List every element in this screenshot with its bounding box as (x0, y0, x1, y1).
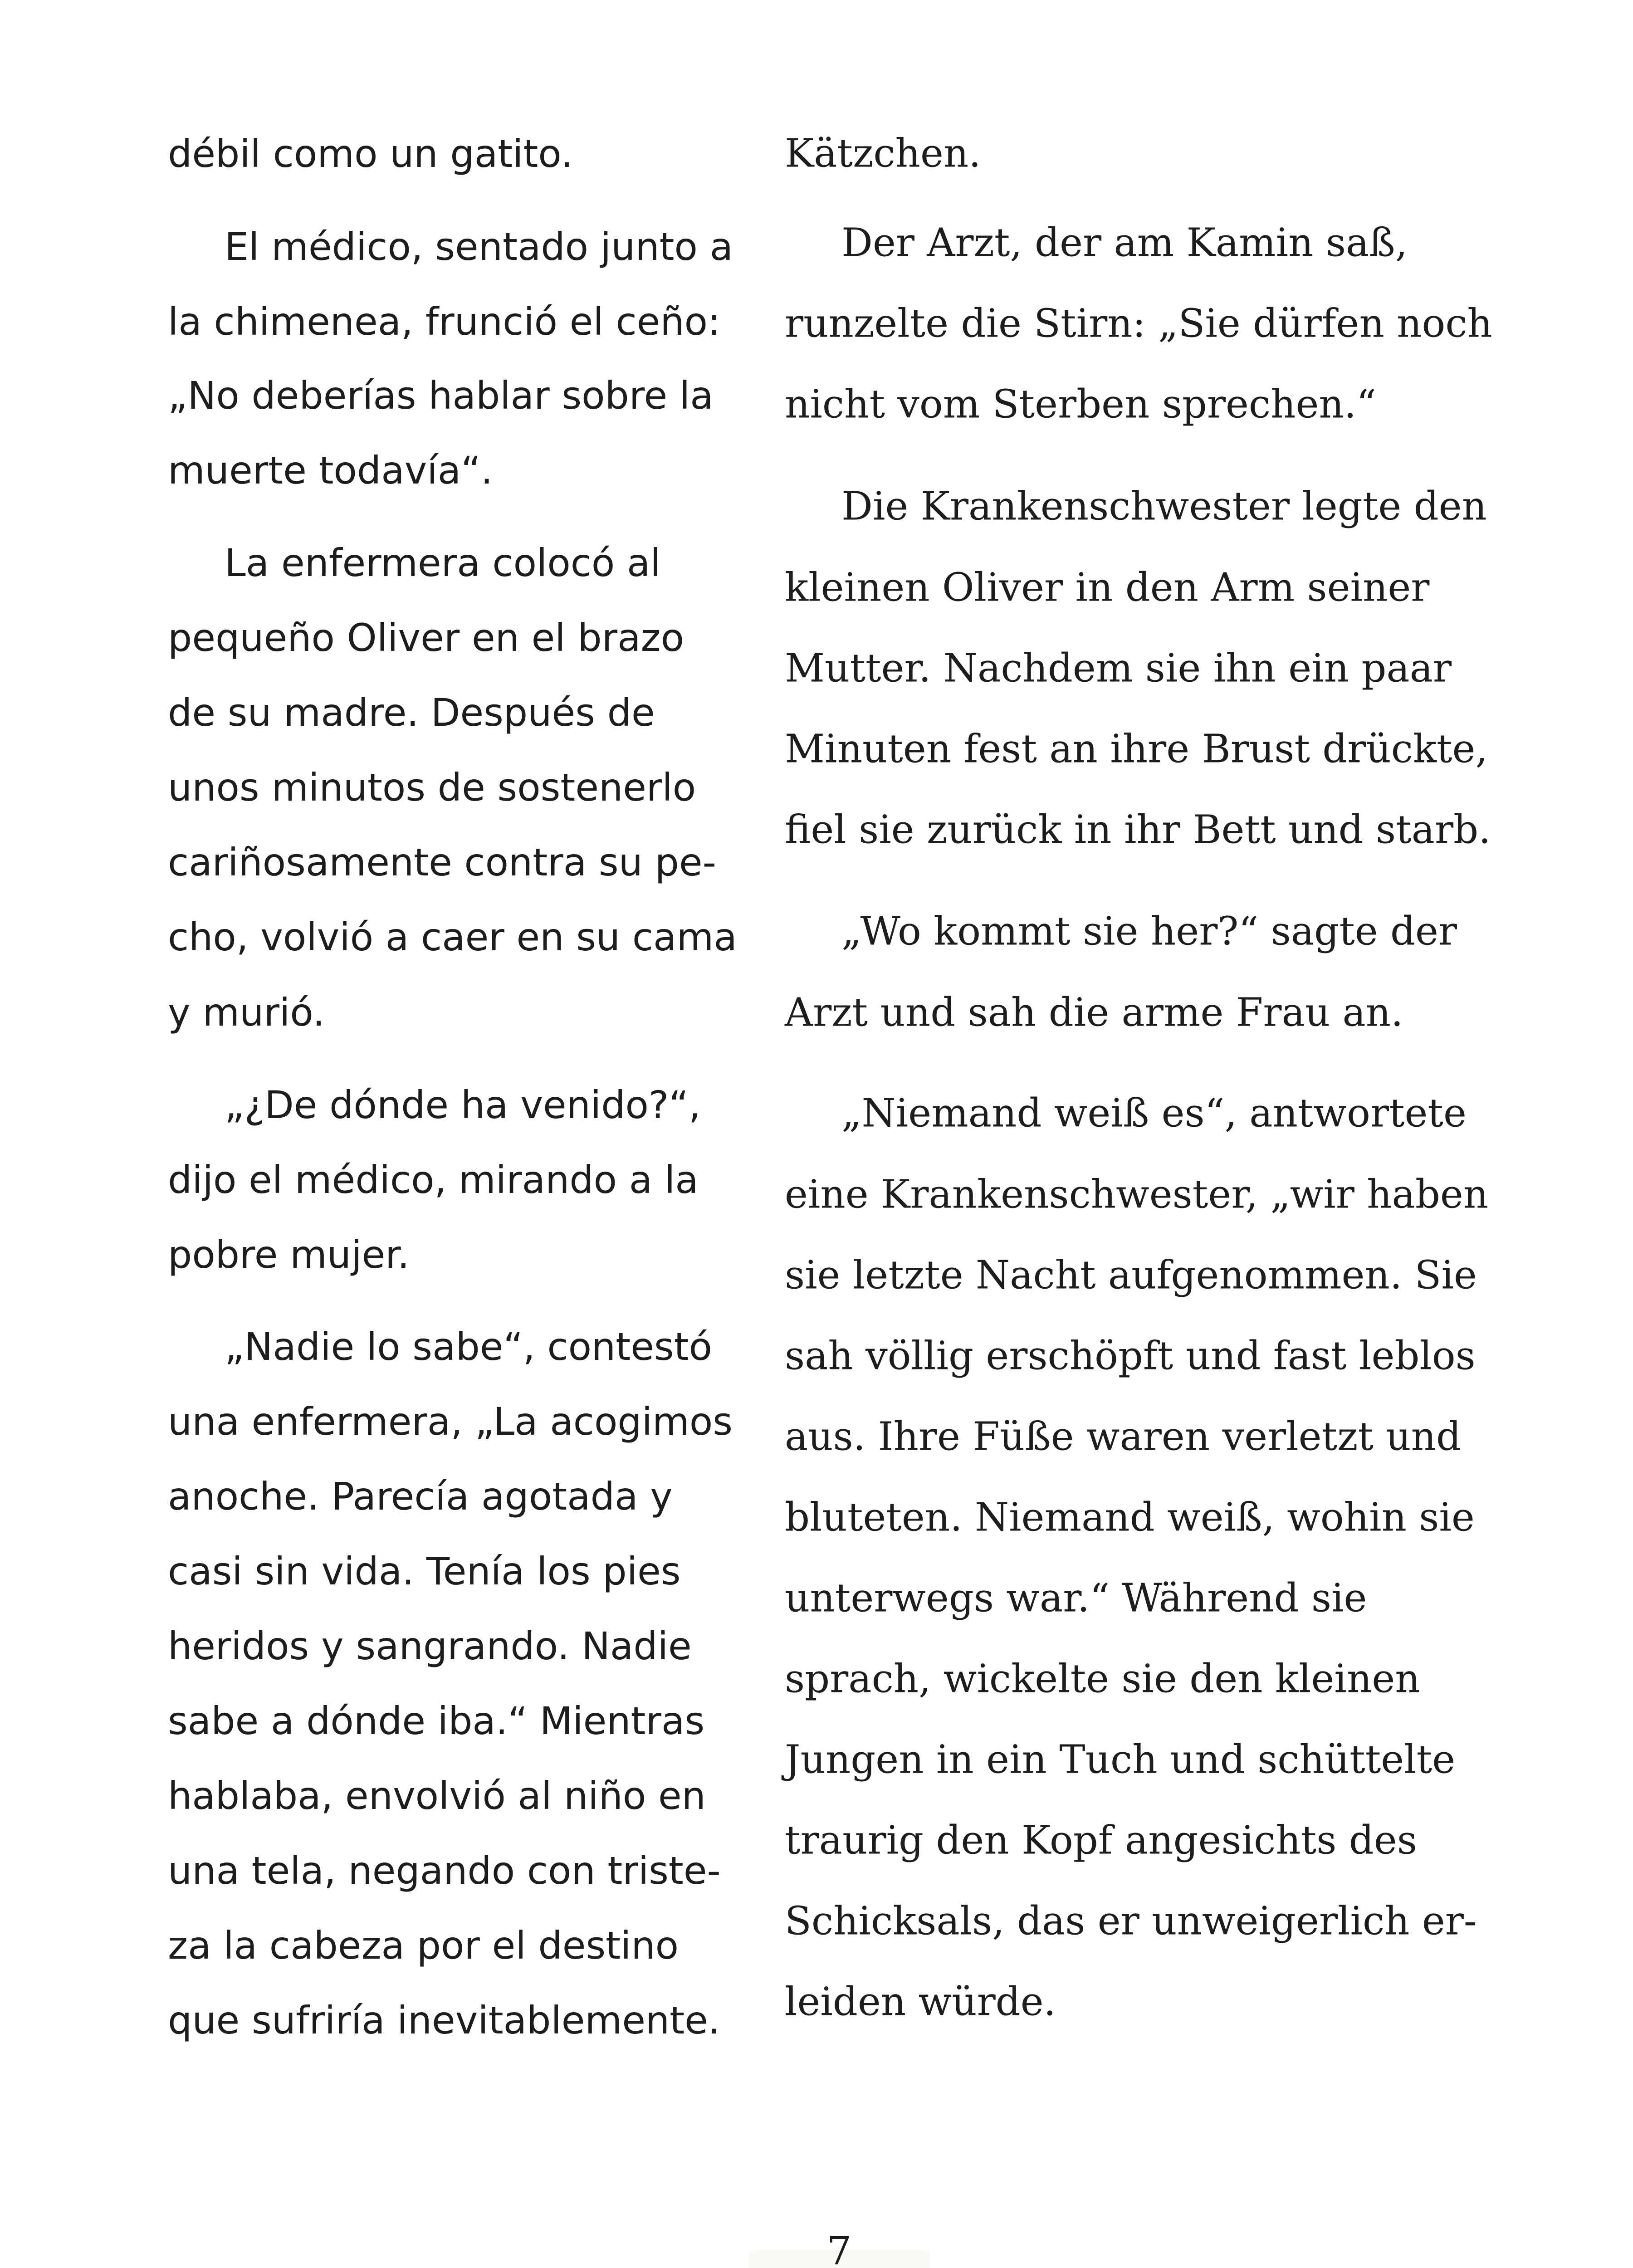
text-line: eine Krankenschwester, „wir haben (785, 1172, 1489, 1217)
text-line: heridos y sangrando. Nadie (168, 1624, 692, 1668)
text-line: Minuten fest an ihre Brust drückte, (785, 726, 1488, 772)
text-line: sabe a dónde iba.“ Mientras (168, 1699, 705, 1743)
page-number: 7 (826, 2229, 852, 2268)
text-line: Die Krankenschwester legte den (841, 484, 1487, 529)
text-line: sprach, wickelte sie den kleinen (785, 1656, 1420, 1702)
text-line: traurig den Kopf angesichts des (785, 1818, 1417, 1863)
text-line: muerte todavía“. (168, 448, 493, 493)
text-line: Der Arzt, der am Kamin saß, (841, 220, 1408, 266)
text-line: débil como un gatito. (168, 132, 573, 176)
text-line: fiel sie zurück in ihr Bett und starb. (785, 807, 1491, 853)
page-folio (748, 2229, 930, 2268)
text-line: Kätzchen. (785, 131, 981, 176)
text-line: nicht vom Sterben sprechen.“ (785, 381, 1377, 427)
text-line: „No deberías hablar sobre la (168, 373, 714, 418)
text-line: runzelte die Stirn: „Sie dürfen noch (785, 301, 1492, 347)
text-line: casi sin vida. Tenía los pies (168, 1549, 681, 1593)
text-line: „Wo kommt sie her?“ sagte der (841, 909, 1457, 954)
text-line: Mutter. Nachdem sie ihn ein paar (785, 645, 1452, 691)
text-line: leiden würde. (785, 1979, 1056, 2025)
text-line: bluteten. Niemand weiß, wohin sie (785, 1495, 1475, 1540)
text-line: de su madre. Después de (168, 690, 655, 735)
text-line: „Niemand weiß es“, antwortete (841, 1090, 1467, 1136)
text-line: „Nadie lo sabe“, contestó (225, 1325, 712, 1369)
text-line: una enfermera, „La acogimos (168, 1399, 733, 1444)
text-line: una tela, negando con triste- (168, 1848, 721, 1893)
text-line: la chimenea, frunció el ceño: (168, 299, 721, 344)
text-line: aus. Ihre Füße waren verletzt und (785, 1414, 1462, 1460)
text-line: anoche. Parecía agotada y (168, 1474, 673, 1519)
text-line: sie letzte Nacht aufgenommen. Sie (785, 1252, 1477, 1298)
text-line: que sufriría inevitablemente. (168, 1998, 720, 2043)
text-line: cariñosamente contra su pe- (168, 840, 716, 885)
text-line: dijo el médico, mirando a la (168, 1158, 699, 1202)
text-line: El médico, sentado junto a (225, 225, 733, 269)
text-line: cho, volvió a caer en su cama (168, 915, 737, 959)
text-line: y murió. (168, 990, 325, 1035)
text-line: za la cabeza por el destino (168, 1923, 679, 1968)
text-line: Arzt und sah die arme Frau an. (785, 990, 1403, 1036)
text-line: Schicksals, das er unweigerlich er- (785, 1898, 1477, 1944)
text-line: pobre mujer. (168, 1232, 410, 1277)
text-line: Jungen in ein Tuch und schüttelte (785, 1737, 1456, 1783)
text-line: pequeño Oliver en el brazo (168, 616, 684, 660)
text-line: sah völlig erschöpft und fast leblos (785, 1333, 1476, 1379)
text-line: hablaba, envolvió al niño en (168, 1774, 706, 1818)
text-line: unos minutos de sostenerlo (168, 765, 696, 810)
text-line: La enfermera colocó al (225, 541, 661, 585)
text-line: „¿De dónde ha venido?“, (225, 1083, 701, 1127)
text-line: kleinen Oliver in den Arm seiner (785, 565, 1430, 611)
text-line: unterwegs war.“ Während sie (785, 1575, 1367, 1621)
